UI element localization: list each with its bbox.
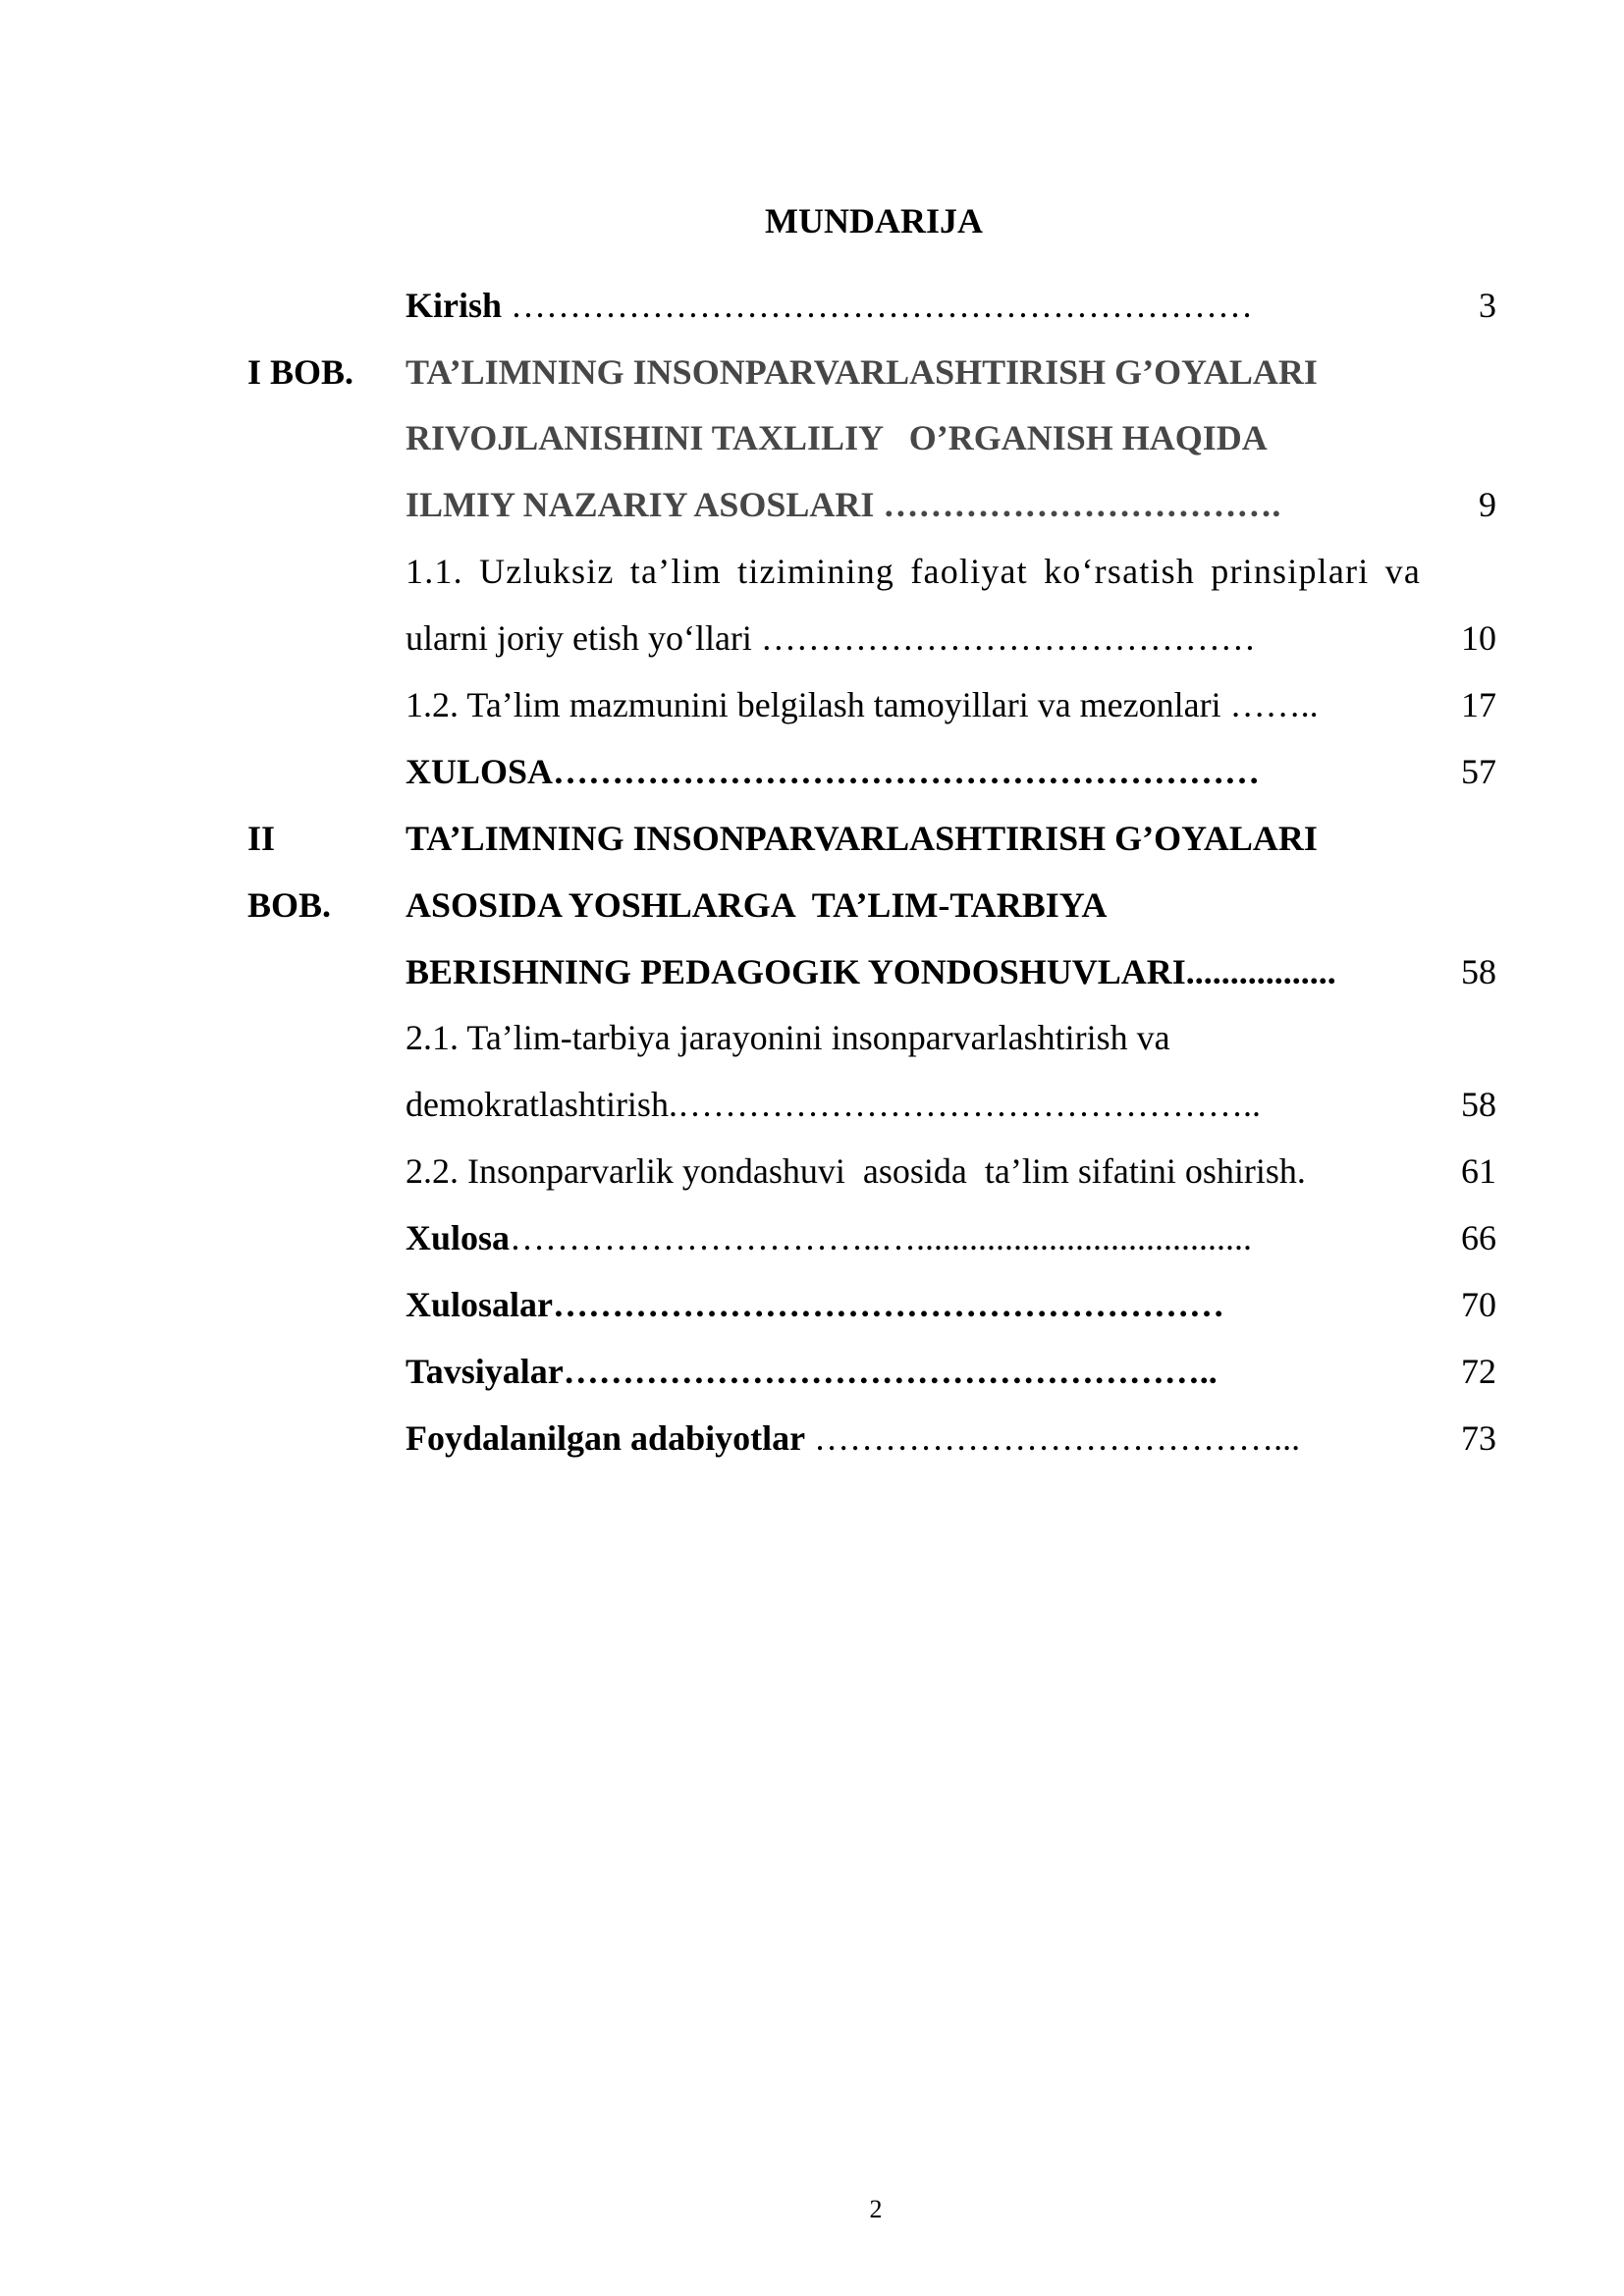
- toc-entry-1-1-line-2: [0, 617, 1624, 670]
- toc-page-number: 3: [1479, 286, 1496, 325]
- toc-entry-title: Foydalanilgan adabiyotlar: [406, 1418, 806, 1458]
- toc-page-number: 72: [1461, 1352, 1496, 1391]
- toc-entry-title: ularni joriy etish yo‘llari ……………………………………: [406, 618, 1256, 658]
- toc-entry-kirish: [0, 285, 1624, 338]
- toc-entry-title: demokratlashtirish.…………………………………………..: [406, 1085, 1261, 1124]
- toc-entry-title: Xulosa: [406, 1218, 511, 1257]
- toc-entry-chapter-2-line-2: [0, 884, 1624, 937]
- toc-entry-1-2: [0, 684, 1624, 737]
- toc-entry-chapter-2-line-3: [0, 951, 1624, 1004]
- chapter-label: I BOB.: [247, 352, 354, 392]
- toc-entry-title: RIVOJLANISHINI TAXLILIY O’RGANISH HAQIDA: [406, 418, 1268, 457]
- toc-page-number: 58: [1461, 952, 1496, 991]
- toc-entry-title: 2.1. Ta’lim-tarbiya jarayonini insonparvarlashtirish va: [406, 1018, 1170, 1057]
- toc-page-number: 57: [1461, 752, 1496, 791]
- toc-entry-title: TA’LIMNING INSONPARVARLASHTIRISH G’OYALARI: [406, 819, 1318, 858]
- toc-entry-xulosa-2: [0, 1217, 1624, 1270]
- toc-entry-title: XULOSA……………………………………………………: [406, 752, 1261, 791]
- toc-entry-2-1-line-2: [0, 1084, 1624, 1137]
- toc-entry-chapter-1-line-3: [0, 484, 1624, 537]
- toc-entry-xulosalar: [0, 1284, 1624, 1337]
- toc-entry-title: ASOSIDA YOSHLARGA TA’LIM-TARBIYA: [406, 885, 1108, 925]
- toc-page-number: 10: [1461, 618, 1496, 658]
- toc-entry-2-2: [0, 1150, 1624, 1203]
- toc-entry-title: ILMIY NAZARIY ASOSLARI …………………………….: [406, 485, 1281, 524]
- toc-entry-title: TA’LIMNING INSONPARVARLASHTIRISH G’OYALARI: [406, 352, 1318, 392]
- toc-leader: …………………………………...: [805, 1418, 1301, 1458]
- toc-leader: ………………………………………………………: [502, 286, 1254, 325]
- toc-title: MUNDARIJA: [765, 201, 983, 240]
- toc-entry-title: 1.2. Ta’lim mazmunini belgilash tamoyillari va mezonlari ……..: [406, 685, 1319, 724]
- toc-entry-title: 1.1. Uzluksiz ta’lim tizimining faoliyat ko‘rsatish prinsiplari va: [406, 552, 1422, 591]
- toc-entry-adabiyotlar: [0, 1417, 1624, 1470]
- toc-entry-xulosa-1: [0, 751, 1624, 804]
- toc-entry-title: Tavsiyalar………………………………………………..: [406, 1352, 1218, 1391]
- toc-entry-chapter-1-line-2: [0, 417, 1624, 470]
- toc-page-number: 58: [1461, 1085, 1496, 1124]
- toc-page-number: 66: [1461, 1218, 1496, 1257]
- toc-entry-chapter-1-line-1: [0, 351, 1624, 404]
- toc-entry-tavsiyalar: [0, 1351, 1624, 1404]
- toc-page-number: 73: [1461, 1418, 1496, 1458]
- toc-entry-title: 2.2. Insonparvarlik yondashuvi asosida ta’lim sifatini oshirish.: [406, 1151, 1306, 1191]
- chapter-label: II: [247, 819, 276, 858]
- toc-entry-2-1-line-1: [0, 1017, 1624, 1070]
- toc-entry-1-1-line-1: [0, 551, 1624, 604]
- toc-page-number: 17: [1461, 685, 1496, 724]
- toc-entry-title: Kirish: [406, 286, 503, 325]
- toc-entry-title: Xulosalar…………………………………………………: [406, 1285, 1225, 1324]
- toc-entry-chapter-2-line-1: [0, 818, 1624, 871]
- toc-entry-title: BERISHNING PEDAGOGIK YONDOSHUVLARI.................: [406, 952, 1336, 991]
- toc-page-number: 61: [1461, 1151, 1496, 1191]
- page-number: 2: [869, 2195, 883, 2223]
- chapter-label: BOB.: [247, 885, 332, 925]
- toc-leader: …………………………..…......................................: [510, 1218, 1253, 1257]
- toc-page-number: 9: [1479, 485, 1496, 524]
- toc-page-number: 70: [1461, 1285, 1496, 1324]
